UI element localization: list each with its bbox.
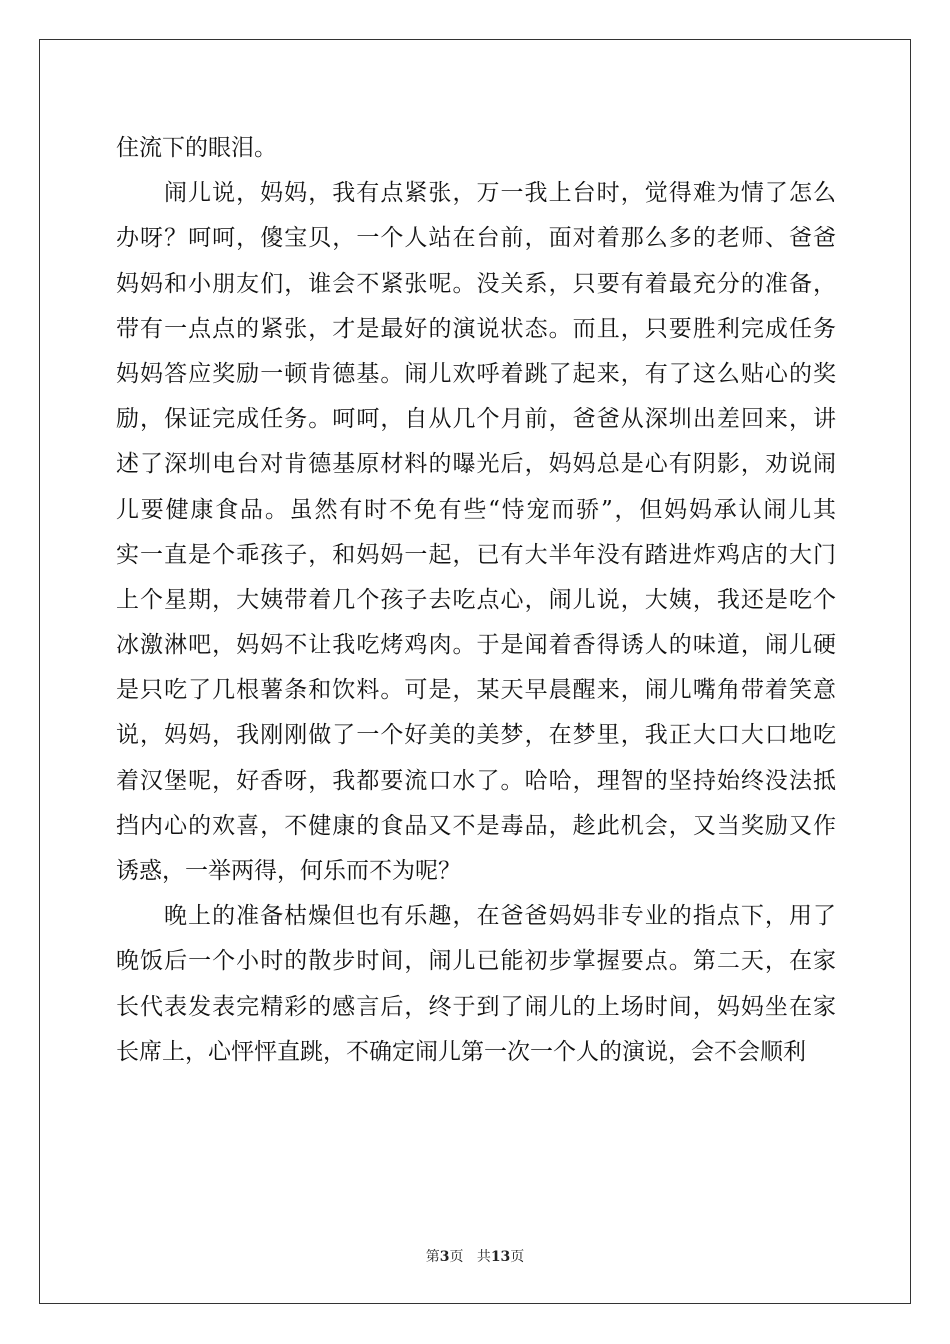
text-line: 上个星期，大姨带着几个孩子去吃点心，闹儿说，大姨，我还是吃个	[116, 586, 836, 613]
text-line: 晚上的准备枯燥但也有乐趣，在爸爸妈妈非专业的指点下，用了	[164, 903, 836, 930]
text-line: 实一直是个乖孩子，和妈妈一起，已有大半年没有踏进炸鸡店的大门	[116, 541, 836, 568]
footer-prefix: 第	[425, 1249, 440, 1265]
footer-page-suffix: 页	[449, 1249, 464, 1265]
text-line: 冰激淋吧，妈妈不让我吃烤鸡肉。于是闻着香得诱人的味道，闹儿硬	[116, 632, 836, 659]
text-line: 励，保证完成任务。呵呵，自从几个月前，爸爸从深圳出差回来，讲	[116, 406, 836, 433]
text-line: 长席上，心怦怦直跳，不确定闹儿第一次一个人的演说，会不会顺利	[116, 1038, 806, 1065]
current-page-number: 3	[439, 1249, 450, 1265]
total-pages-number: 13	[490, 1249, 511, 1265]
paragraph	[116, 171, 836, 894]
text-line: 办呀？呵呵，傻宝贝，一个人站在台前，面对着那么多的老师、爸爸	[116, 225, 836, 252]
text-line: 住流下的眼泪。	[116, 135, 277, 161]
text-line: 闹儿说，妈妈，我有点紧张，万一我上台时，觉得难为情了怎么	[164, 180, 836, 207]
text-line: 晚饭后一个小时的散步时间，闹儿已能初步掌握要点。第二天，在家	[116, 948, 836, 975]
text-line: 着汉堡呢，好香呀，我都要流口水了。哈哈，理智的坚持始终没法抵	[116, 767, 836, 794]
text-line: 长代表发表完精彩的感言后，终于到了闹儿的上场时间，妈妈坐在家	[116, 993, 836, 1020]
text-line: 妈妈答应奖励一顿肯德基。闹儿欢呼着跳了起来，有了这么贴心的奖	[116, 360, 836, 387]
text-line: 儿要健康食品。虽然有时不免有些“恃宠而骄”，但妈妈承认闹儿其	[116, 496, 836, 523]
text-line: 说，妈妈，我刚刚做了一个好美的美梦，在梦里，我正大口大口地吃	[116, 722, 836, 749]
footer-total-suffix: 页	[510, 1249, 525, 1265]
document-body	[116, 126, 836, 1075]
page-footer	[0, 1247, 950, 1267]
paragraph	[116, 126, 836, 171]
text-line: 述了深圳电台对肯德基原材料的曝光后，妈妈总是心有阴影，劝说闹	[116, 451, 836, 478]
text-line: 挡内心的欢喜，不健康的食品又不是毒品，趁此机会，又当奖励又作	[116, 812, 836, 839]
text-line: 是只吃了几根薯条和饮料。可是，某天早晨醒来，闹儿嘴角带着笑意	[116, 677, 836, 704]
text-line: 诱惑，一举两得，何乐而不为呢？	[116, 858, 461, 884]
paragraph	[116, 894, 836, 1075]
text-line: 妈妈和小朋友们，谁会不紧张呢。没关系，只要有着最充分的准备，	[116, 270, 836, 297]
footer-total-prefix: 共	[476, 1249, 491, 1265]
text-line: 带有一点点的紧张，才是最好的演说状态。而且，只要胜利完成任务	[116, 315, 836, 342]
